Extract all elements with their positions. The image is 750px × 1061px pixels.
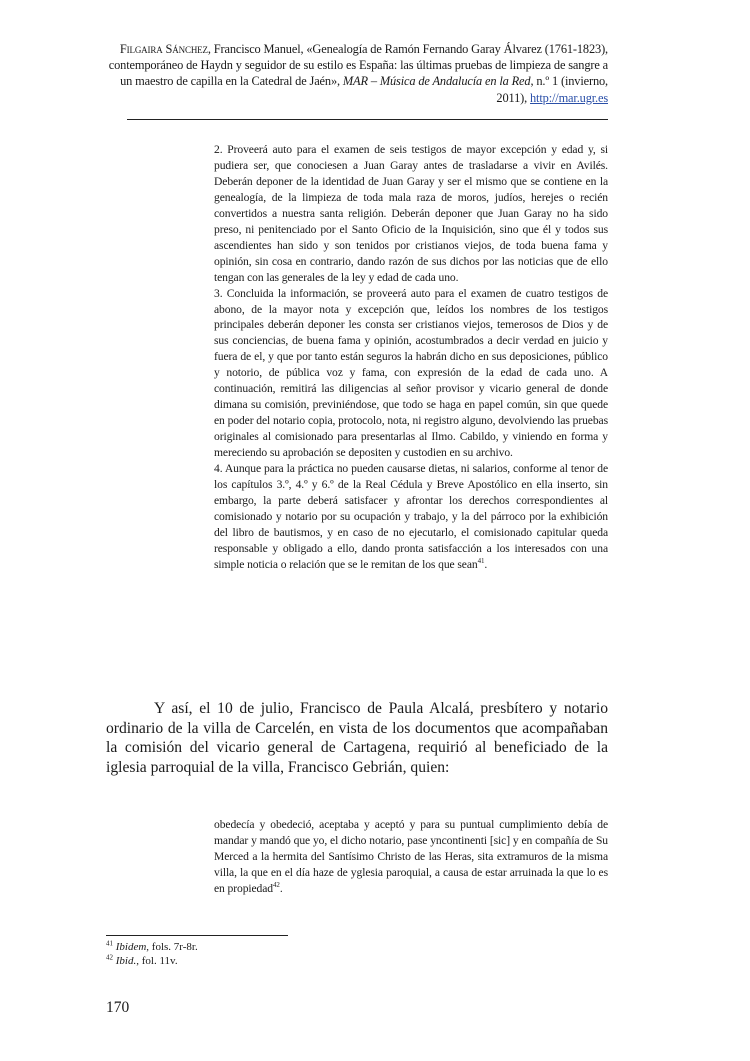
footnotes xyxy=(106,941,198,968)
block-quote-2 xyxy=(214,817,608,897)
header-separator: , xyxy=(336,74,343,89)
header-author-name: , Francisco Manuel, xyxy=(207,42,307,56)
body-text xyxy=(106,699,608,777)
footnote-number: 42 xyxy=(106,952,113,961)
footnote-italic: Ibidem xyxy=(115,941,147,953)
page-number: 170 xyxy=(106,999,130,1016)
footnote-text: , fol. 11v. xyxy=(136,954,178,967)
quote-item-2: 2. Proveerá auto para el examen de seis testigos de mayor excepción y edad y, si pudiera ser, que conociesen a Juan Garay antes de trasladarse a vivir en Avilés. Deberán deponer de la identidad de Juan Garay y ser el mismo que se contiene en la genealogía, de la limpieza de toda mala raza de moros, judíos, herejes o recién convertidos a nuestra santa religión. Deberán deponer que Juan Garay no ha sido preso, ni penitenciado por el Santo Oficio de la Inquisición, sino que él y todos sus ascendientes han sido y son tenidos por cristianos viejos, de toda buena fama y opinión, sin cosa en contrario, dando razón de sus dichos por las noticias que de ello tengan con las generales de la ley y edad de cada uno. xyxy=(214,143,608,284)
footnote-italic: Ibid. xyxy=(115,954,137,967)
quote-2-text: obedecía y obedeció, aceptaba y aceptó y para su puntual cumplimiento debía de mandar y mandó que yo, el dicho notario, pase yncontinenti [sic] y en compañía de Su Merced a la hermita del Santísimo Christo de las Heras, sita extramuros de la misma villa, la que en el día haze de yglesia paroquial, a causa de estar arruinada la que lo es en propiedad xyxy=(214,818,608,895)
block-quote-1 xyxy=(214,142,608,573)
header-article-title: «Genealogía de Ramón Fernando Garay Álvarez (1761-1823), contemporáneo de Haydn y seguidor de su estilo es España: las últimas pruebas de limpieza de sangre a un maestro de capilla en la Catedral de Jaén» xyxy=(108,42,608,89)
header-author-surname: Filgaira Sánchez xyxy=(119,42,208,56)
quote-2-paragraph: obedecía y obedeció, aceptaba y aceptó y para su puntual cumplimiento debía de mandar y mandó que yo, el dicho notario, pase yncontinenti [sic] y en compañía de Su Merced a la hermita del Santísimo Christo de las Heras, sita extramuros de la misma villa, la que en el día haze de yglesia paroquial, a causa de estar arruinada la que lo es en propiedad$^{42}$. xyxy=(214,818,608,895)
footnote-ref-42[interactable]: 42 xyxy=(273,880,280,889)
quote-item-3: 3. Concluida la información, se proveerá auto para el examen de cuatro testigos de abono, de la mayor nota y excepción que, leídos los nombres de los testigos principales deberán deponer les consta ser cristianos viejos, temerosos de Dios y de sus conciencias, de buena fama y opinión, acostumbrados a decir verdad en juicio y fuera de el, y que por tanto están seguros la habrán dicho en sus deposiciones, público y notorio, de pública voz y fama, con expresión de la edad de cada uno. A continuación, remitirá las diligencias al señor provisor y vicario general de donde dimana su comisión, previniéndose, que todo se haga en papel común, sin que quede en poder del notario copia, protocolo, nota, ni registro alguno, devolviendo las pruebas originales al comisionado para presentarlas al Ilmo. Cabildo, y viniendo en forma y mereciendo su aprobación se depositen y custodien en su archivo. xyxy=(214,286,608,460)
footnote-number: 41 xyxy=(106,939,113,948)
running-header xyxy=(106,41,608,106)
quote-item-4-text: 4. Aunque para la práctica no pueden causarse dietas, ni salarios, conforme al tenor de los capítulos 3.º, 4.º y 6.º de la Real Cédula y Breve Apostólico en ella inserto, sin embargo, la parte deberá satisfacer y afrontar los derechos correspondientes al comisionado y notario por su ocupación y trabajo, y la del párroco por la exhibición del libro de bautismos, y en caso de no ejecutarlo, el comisionado capitular queda responsable y obligado a ello, dando pronta satisfacción a los interesados con una simple noticia o relación que se le remitan de los que sean xyxy=(214,462,608,571)
header-journal: MAR – Música de Andalucía en la Red xyxy=(342,74,531,89)
footnote-separator xyxy=(106,935,288,936)
body-paragraph: Y así, el 10 de julio, Francisco de Paula Alcalá, presbítero y notario ordinario de la villa de Carcelén, en vista de los documentos que acompañaban la comisión del vicario general de Cartagena, requirió al beneficiado de la iglesia parroquial de la villa, Francisco Gebrián, quien: xyxy=(106,700,608,776)
footnote-41 xyxy=(106,941,198,955)
footnote-42 xyxy=(106,952,198,969)
quote-item-4: 4. Aunque para la práctica no pueden causarse dietas, ni salarios, conforme al tenor de los capítulos 3.º, 4.º y 6.º de la Real Cédula y Breve Apostólico en ella inserto, sin embargo, la parte deberá satisfacer y afrontar los derechos correspondientes al comisionado y notario por su ocupación y trabajo, y la del párroco por la exhibición del libro de bautismos, y en caso de no ejecutarlo, el comisionado capitular queda responsable y obligado a ello, dando pronta satisfacción a los interesados con una simple noticia o relación que se le remitan de los que sean$^{41}$. xyxy=(214,462,608,571)
header-url-link[interactable]: http://mar.ugr.es xyxy=(530,90,608,105)
footnote-ref-41[interactable]: 41 xyxy=(477,556,485,565)
header-issue: , n.º 1 (invierno, 2011), xyxy=(496,74,608,105)
header-rule xyxy=(127,119,608,120)
footnote-text: , fols. 7r-8r. xyxy=(146,941,198,953)
